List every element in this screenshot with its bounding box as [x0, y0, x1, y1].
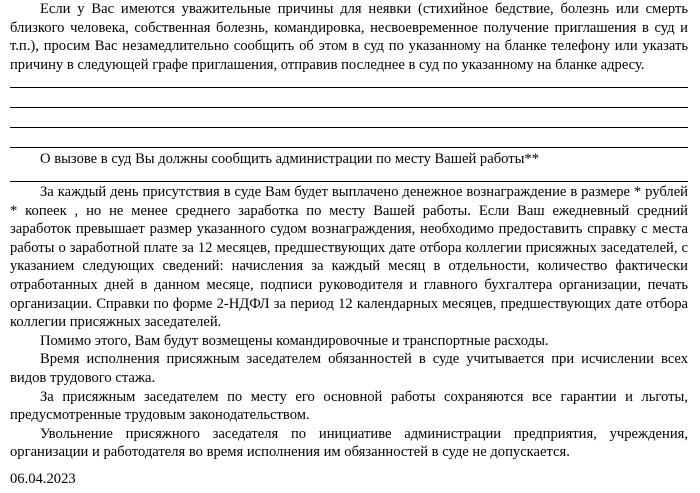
service-time-paragraph: Время исполнения присяжным заседателем обязанностей в суде учитывается при исчислении всех видов трудового стажа.	[10, 351, 688, 386]
expenses-paragraph: Помимо этого, Вам будут возмещены командировочные и транспортные расходы.	[40, 332, 549, 349]
blank-line-2	[10, 107, 688, 108]
dismissal-paragraph: Увольнение присяжного заседателя по инициативе администрации предприятия, учреждения, организации и работодателя во время исполнения им обязанностей в суде не допускается.	[10, 425, 688, 461]
blank-line-1	[10, 87, 688, 88]
blank-line-5	[10, 181, 688, 182]
employer-notice: О вызове в суд Вы должны сообщить администрации по месту Вашей работы**	[40, 151, 539, 167]
guarantees-paragraph: За присяжным заседателем по месту его основной работы сохраняются все гарантии и льготы, предусмотренные трудовым законодательством.	[10, 388, 688, 424]
document-date: 06.04.2023	[10, 471, 76, 487]
compensation-paragraph: За каждый день присутствия в суде Вам будет выплачено денежное вознаграждение в размере * рублей * копеек , но не менее среднего заработка по месту Вашей работы. Если Ваш ежедневный средний заработок превышает размер указанного судом вознаграждения, необходимо предоставить справку с места работы о заработной плате за 12 месяцев, предшествующих дате отбора коллегии присяжных заседателей, с указанием следующих сведений: начисления за каждый месяц в отдельности, количество фактически отработанных дней в данном месяце, подписи руководителя и главного бухгалтера организации, печать организации. Справки по форме 2-НДФЛ за период 12 календарных месяцев, предшествующих дате отбора коллегии присяжных заседателей.	[10, 184, 688, 331]
intro-paragraph: Если у Вас имеются уважительные причины для неявки (стихийное бедствие, болезнь или смерть близкого человека, собственная болезнь, командировка, несвоевременное получение приглашения в суд и т.п.), просим Вас незамедлительно сообщить об этом в суд по указанному на бланке телефону или указать причину в следующей графе приглашения, отправив последнее в суд по указанному на бланке адресу.	[10, 1, 688, 73]
blank-line-3	[10, 127, 688, 128]
blank-line-4	[10, 147, 688, 148]
compensation-section	[10, 183, 688, 462]
